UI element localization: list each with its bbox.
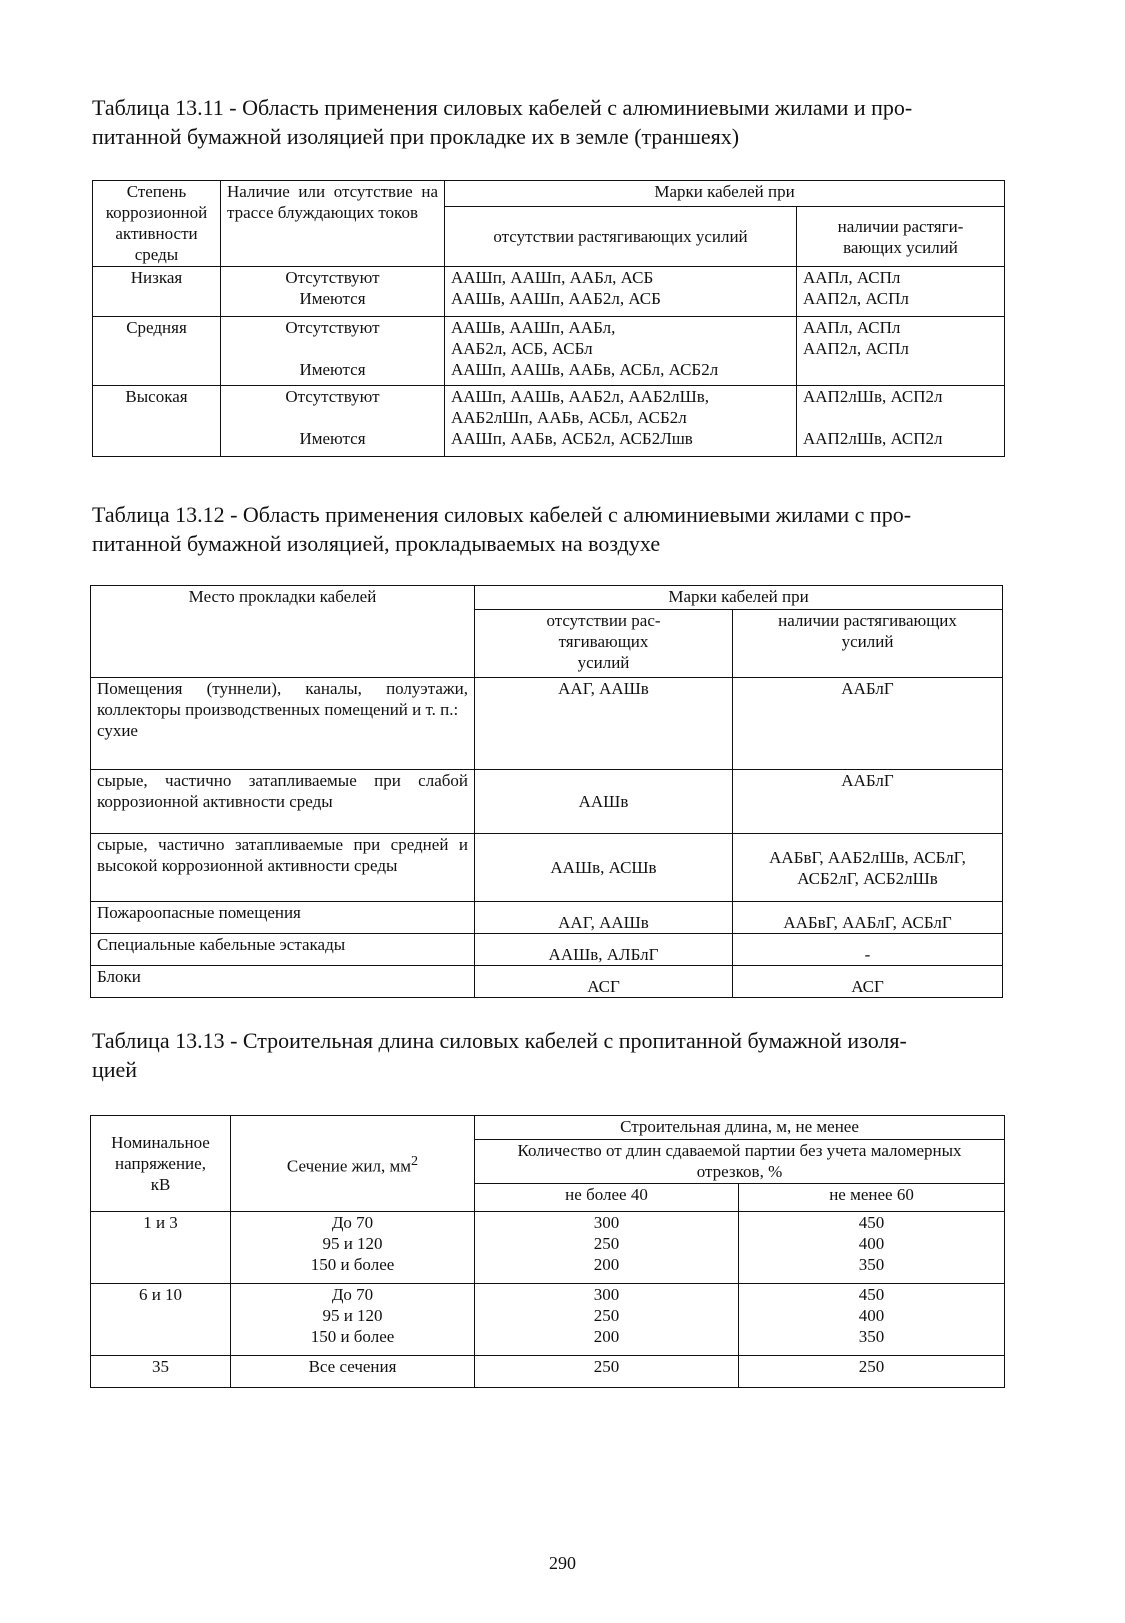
laying-place: сырые, частично затапливаемые при слабой коррозионной активности среды (91, 770, 475, 834)
marks-no-tension: ААШп, ААШп, ААБл, АСБ ААШв, ААШп, ААБ2л, АСБ (445, 267, 797, 317)
header-no-tension: отсутствии рас- тягивающих усилий (475, 610, 733, 678)
length-min60: 450 400 350 (739, 1212, 1005, 1284)
marks-tension: ААБлГ (733, 678, 1003, 770)
table-13-12-caption (92, 500, 1007, 558)
marks-tension: - (733, 934, 1003, 966)
header-max40: не более 40 (475, 1184, 739, 1212)
header-place: Место прокладки кабелей (91, 586, 475, 678)
corrosion-level: Средняя (93, 317, 221, 386)
voltage: 6 и 10 (91, 1284, 231, 1356)
marks-tension: ААБлГ (733, 770, 1003, 834)
table-row (91, 934, 1003, 966)
table-13-13 (90, 1115, 1005, 1388)
marks-tension: ААПл, АСПл ААП2л, АСПл (797, 317, 1005, 386)
marks-no-tension: ААШв, АСШв (475, 834, 733, 902)
marks-no-tension: ААГ, ААШв (475, 902, 733, 934)
stray-currents: Отсутствуют Имеются (221, 317, 445, 386)
marks-no-tension: ААШв (475, 770, 733, 834)
table-row (91, 966, 1003, 998)
corrosion-level: Высокая (93, 386, 221, 457)
length-max40: 300 250 200 (475, 1284, 739, 1356)
header-section-sup: 2 (411, 1152, 419, 1169)
table-row (91, 1356, 1005, 1388)
header-no-tension: отсутствии растягивающих усилий (445, 207, 797, 267)
marks-tension: ААБвГ, ААБлГ, АСБлГ (733, 902, 1003, 934)
table-13-12 (90, 585, 1003, 998)
laying-place: Помещения (туннели), каналы, полуэтажи, коллекторы производственных помещений и т. п.: сухие (91, 678, 475, 770)
caption-line: Таблица 13.11 - Область применения силовых кабелей с алюминиевыми жилами и про- (92, 95, 913, 120)
marks-no-tension: ААГ, ААШв (475, 678, 733, 770)
caption-line: Таблица 13.12 - Область применения силовых кабелей с алюминиевыми жилами с про- (92, 502, 912, 527)
marks-tension: ААБвГ, ААБ2лШв, АСБлГ, АСБ2лГ, АСБ2лШв (733, 834, 1003, 902)
stray-currents: Отсутствуют Имеются (221, 267, 445, 317)
header-corrosion: Степень коррозионной активности среды (93, 181, 221, 267)
table-row (91, 902, 1003, 934)
section: До 70 95 и 120 150 и более (231, 1284, 475, 1356)
caption-line: цией (92, 1057, 138, 1082)
table-row (93, 267, 1005, 317)
header-tension: наличии растяги- вающих усилий (797, 207, 1005, 267)
marks-no-tension: АСГ (475, 966, 733, 998)
page-number: 290 (549, 1553, 576, 1573)
laying-place: Специальные кабельные эстакады (91, 934, 475, 966)
voltage: 35 (91, 1356, 231, 1388)
table-row (91, 1284, 1005, 1356)
laying-place: Блоки (91, 966, 475, 998)
table-13-11-caption (92, 93, 1007, 151)
table-13-11 (92, 180, 1005, 457)
table-row (93, 317, 1005, 386)
stray-currents: Отсутствуют Имеются (221, 386, 445, 457)
header-currents: Наличие или отсутствие на трассе блуждающих токов (221, 181, 445, 267)
caption-line: питанной бумажной изоляцией при прокладке их в земле (траншеях) (92, 124, 740, 149)
table-row (91, 834, 1003, 902)
table-13-13-caption (92, 1026, 1007, 1084)
length-max40: 250 (475, 1356, 739, 1388)
header-section-label: Сечение жил, мм (286, 1156, 412, 1176)
table-row (91, 678, 1003, 770)
header-min60: не менее 60 (739, 1184, 1005, 1212)
marks-tension: ААП2лШв, АСП2л ААП2лШв, АСП2л (797, 386, 1005, 457)
header-marks: Марки кабелей при (475, 586, 1003, 610)
laying-place: Пожароопасные помещения (91, 902, 475, 934)
length-min60: 250 (739, 1356, 1005, 1388)
voltage: 1 и 3 (91, 1212, 231, 1284)
marks-tension: АСГ (733, 966, 1003, 998)
marks-no-tension: ААШв, ААШп, ААБл, ААБ2л, АСБ, АСБл ААШп, ААШв, ААБв, АСБл, АСБ2л (445, 317, 797, 386)
header-length: Строительная длина, м, не менее (475, 1116, 1005, 1140)
section: До 70 95 и 120 150 и более (231, 1212, 475, 1284)
caption-line: Таблица 13.13 - Строительная длина силовых кабелей с пропитанной бумажной изоля- (92, 1028, 907, 1053)
header-section (231, 1116, 475, 1212)
header-quantity: Количество от длин сдаваемой партии без учета маломерных отрезков, % (475, 1140, 1005, 1184)
caption-line: питанной бумажной изоляцией, прокладываемых на воздухе (92, 531, 661, 556)
length-max40: 300 250 200 (475, 1212, 739, 1284)
table-row (91, 1212, 1005, 1284)
marks-no-tension: ААШп, ААШв, ААБ2л, ААБ2лШв, ААБ2лШп, ААБв, АСБл, АСБ2л ААШп, ААБв, АСБ2л, АСБ2Лшв (445, 386, 797, 457)
section: Все сечения (231, 1356, 475, 1388)
laying-place: сырые, частично затапливаемые при средней и высокой коррозионной активности среды (91, 834, 475, 902)
header-voltage: Номинальное напряжение, кВ (91, 1116, 231, 1212)
header-tension: наличии растягивающих усилий (733, 610, 1003, 678)
marks-tension: ААПл, АСПл ААП2л, АСПл (797, 267, 1005, 317)
corrosion-level: Низкая (93, 267, 221, 317)
table-row (91, 770, 1003, 834)
header-marks: Марки кабелей при (445, 181, 1005, 207)
marks-no-tension: ААШв, АЛБлГ (475, 934, 733, 966)
table-row (93, 386, 1005, 457)
length-min60: 450 400 350 (739, 1284, 1005, 1356)
